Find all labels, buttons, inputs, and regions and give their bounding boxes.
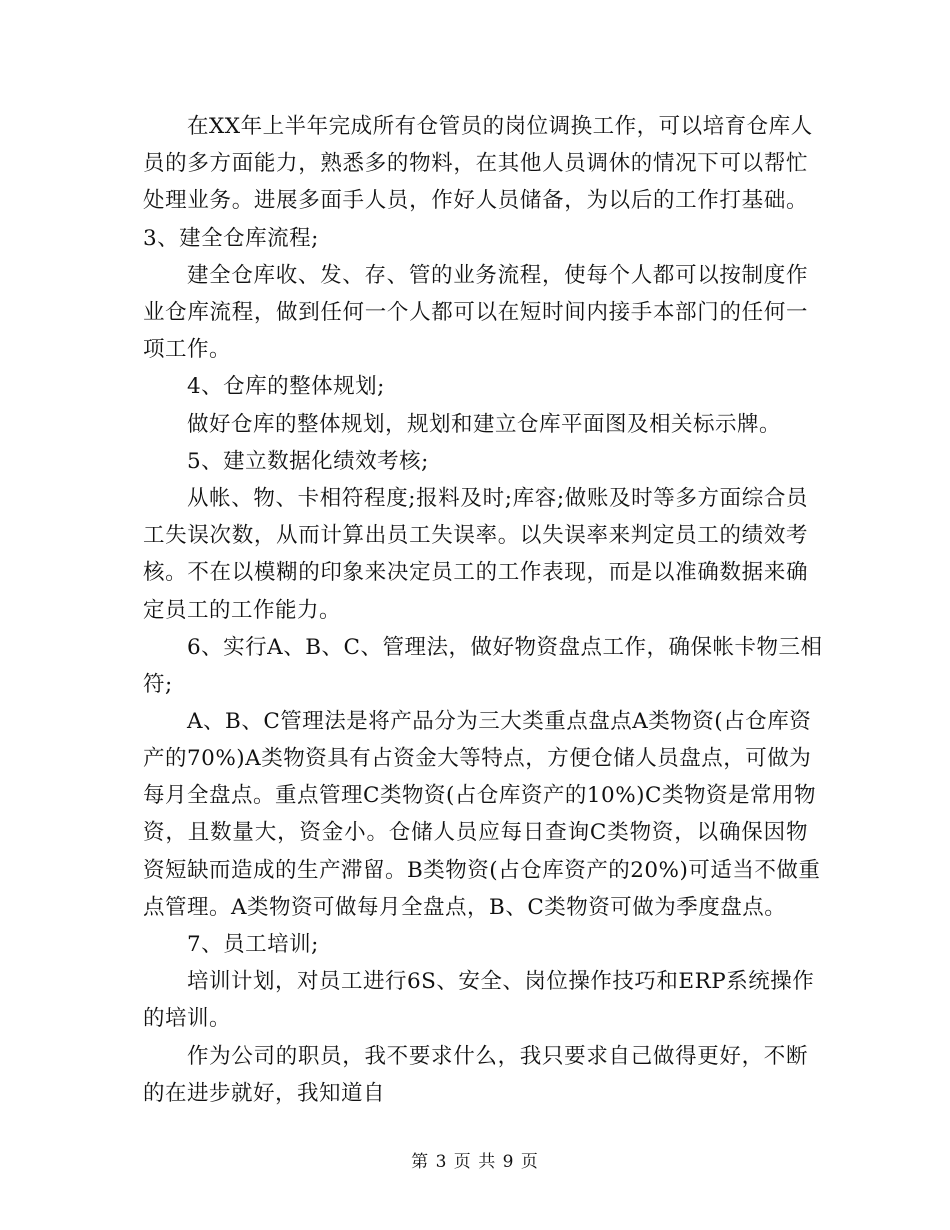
text-line: 做好仓库的整体规划，规划和建立仓库平面图及相关标示牌。 <box>187 412 782 437</box>
text-line: 员的多方面能力，熟悉多的物料，在其他人员调休的情况下可以帮忙 <box>143 151 808 176</box>
text-line: 每月全盘点。重点管理C类物资(占仓库资产的10%)C类物资是常用物 <box>143 783 816 808</box>
text-line: 处理业务。进展多面手人员，作好人员储备，为以后的工作打基础。 <box>143 188 808 213</box>
text-line: 项工作。 <box>143 337 232 362</box>
page-number-footer: 第 3 页 共 9 页 <box>411 1152 539 1172</box>
text-line: 在XX年上半年完成所有仓管员的岗位调换工作，可以培育仓库人 <box>187 114 813 139</box>
section-heading: 3、建全仓库流程; <box>143 226 319 251</box>
text-line: 的在进步就好，我知道自 <box>143 1081 386 1106</box>
text-line: 从帐、物、卡相符程度;报料及时;库容;做账及时等多方面综合员 <box>187 486 808 511</box>
text-line: 工失误次数，从而计算出员工失误率。以失误率来判定员工的绩效考 <box>143 523 808 548</box>
text-line: 资，且数量大，资金小。仓储人员应每日查询C类物资，以确保因物 <box>143 820 808 845</box>
text-line: 建全仓库收、发、存、管的业务流程，使每个人都可以按制度作 <box>187 263 808 288</box>
text-line: 点管理。A类物资可做每月全盘点，B、C类物资可做为季度盘点。 <box>143 895 787 920</box>
text-line: 核。不在以模糊的印象来决定员工的工作表现，而是以准确数据来确 <box>143 560 808 585</box>
text-line: 作为公司的职员，我不要求什么，我只要求自己做得更好，不断 <box>187 1044 808 1069</box>
text-line: 产的70%)A类物资具有占资金大等特点，方便仓储人员盘点，可做为 <box>143 746 812 771</box>
section-heading: 6、实行A、B、C、管理法，做好物资盘点工作，确保帐卡物三相 <box>187 635 823 660</box>
text-line: 定员工的工作能力。 <box>143 598 342 623</box>
section-heading: 4、仓库的整体规划; <box>187 374 385 399</box>
text-line: A、B、C管理法是将产品分为三大类重点盘点A类物资(占仓库资 <box>187 709 812 734</box>
section-heading: 5、建立数据化绩效考核; <box>187 449 429 474</box>
text-line: 符; <box>143 672 173 697</box>
text-line: 的培训。 <box>143 1006 232 1031</box>
text-line: 资短缺而造成的生产滞留。B类物资(占仓库资产的20%)可适当不做重 <box>143 858 821 883</box>
text-line: 培训计划，对员工进行6S、安全、岗位操作技巧和ERP系统操作 <box>187 969 815 994</box>
text-line: 业仓库流程，做到任何一个人都可以在短时间内接手本部门的任何一 <box>143 300 808 325</box>
section-heading: 7、员工培训; <box>187 932 319 957</box>
